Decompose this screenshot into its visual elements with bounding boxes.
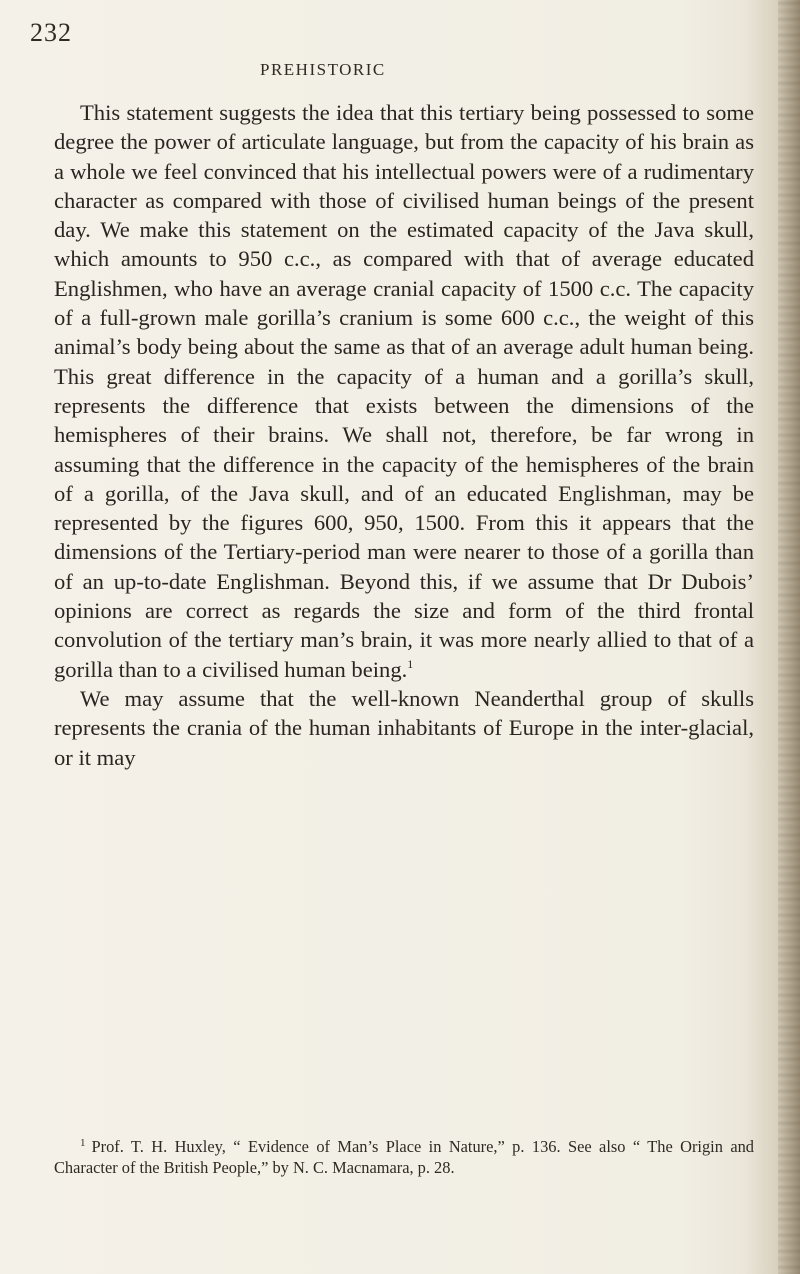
paragraph [54,684,754,772]
footnote-mark: 1 [80,1137,86,1149]
footnote-reference[interactable]: 1 [407,656,414,671]
footnote [54,1133,754,1178]
footnotes [54,1133,754,1178]
paragraph-text: We may assume that the well-known Neanderthal group of skulls represents the crania of the human inhabitants of Europe in the inter-glacial, or it may [54,685,754,770]
page-number: 232 [30,18,72,47]
running-head: PREHISTORIC [260,60,386,79]
page-edge-shadow [778,0,800,1274]
paragraph-text: This statement suggests the idea that this tertiary being possessed to some degree the power of articulate language, but from the capacity of his brain as a whole we feel convinced that his intellectual powers were of a rudimentary character as compared with those of civilised human beings of the present day. We make this statement on the estimated capacity of the Java skull, which amounts to 950 c.c., as compared with that of average educated Englishmen, who have an average cranial capacity of 1500 c.c. The capacity of a full-grown male gorilla’s cranium is some 600 c.c., the weight of this animal’s body being about the same as that of an average adult human being. This great difference in the capacity of a human and a gorilla’s skull, represents the difference that exists between the dimensions of the hemispheres of their brains. We shall not, therefore, be far wrong in assuming that the difference in the capacity of the hemispheres of the brain of a gorilla, of the Java skull, and of an educated Englishman, may be represented by the figures 600, 950, 1500. From this it appears that the dimensions of the Tertiary-period man were nearer to those of a gorilla than of an up-to-date Englishman. Beyond this, if we assume that Dr Dubois’ opinions are correct as regards the size and form of the third frontal convolution of the tertiary man’s brain, it was more nearly allied to that of a gorilla than to a civilised human being. [54,100,754,682]
body-text [54,98,754,772]
paragraph [54,98,754,684]
footnote-text: Prof. T. H. Huxley, “ Evidence of Man’s Place in Nature,” p. 136. See also “ The Origin and Character of the British People,” by N. C. Macnamara, p. 28. [54,1137,754,1177]
